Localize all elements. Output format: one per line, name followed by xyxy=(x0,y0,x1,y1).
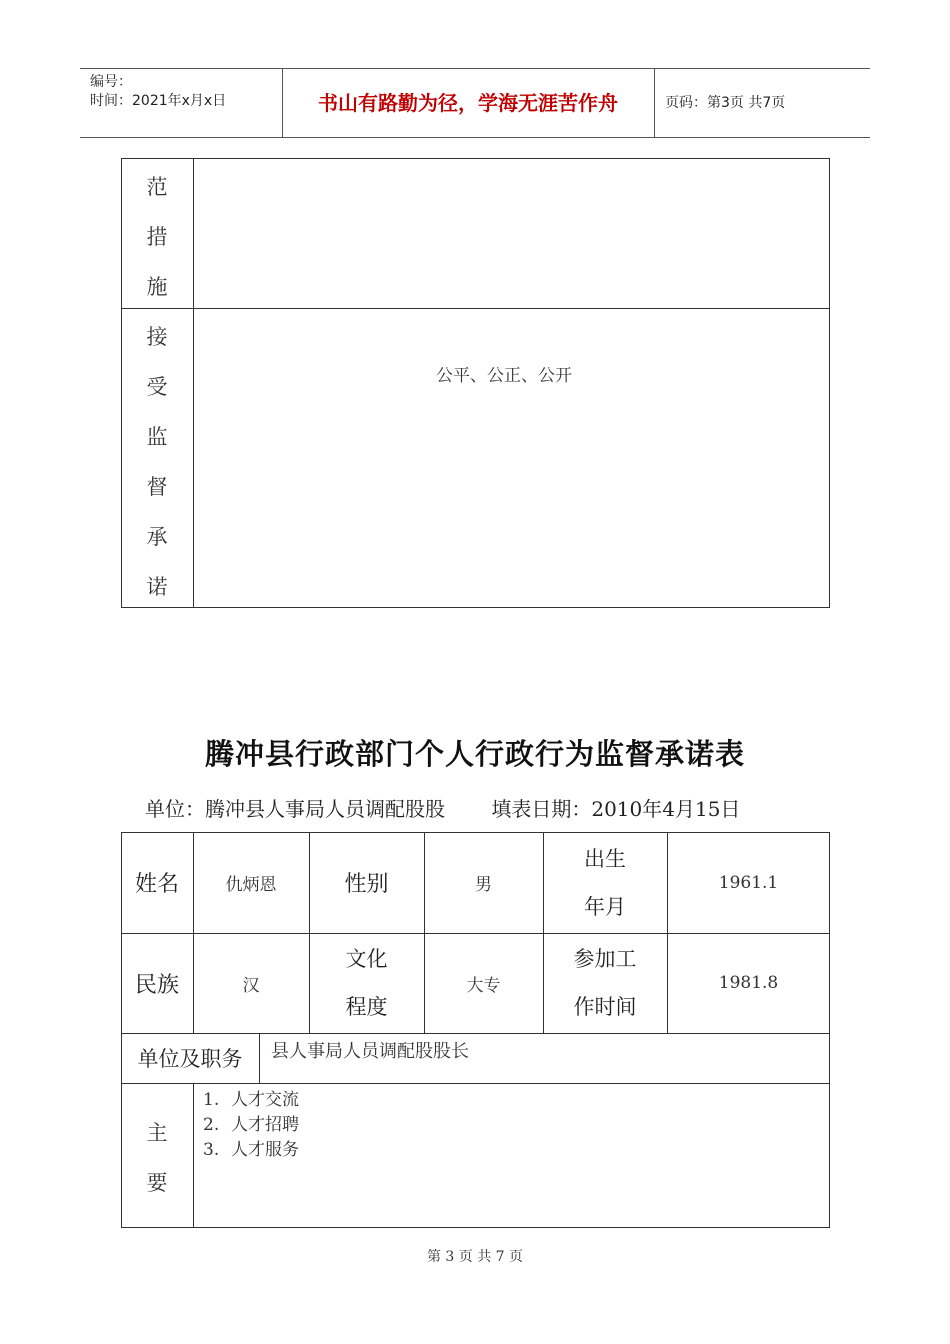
work-start-label-line2: 作时间 xyxy=(573,995,637,1019)
supervision-label xyxy=(121,312,193,612)
time-label: 时间：2021年x月x日 xyxy=(90,93,227,109)
label-char: 主 xyxy=(146,1121,168,1145)
label-char: 措 xyxy=(146,225,168,249)
label-char: 诺 xyxy=(146,575,168,599)
duties-list xyxy=(203,1088,299,1163)
form-col-divider xyxy=(259,1033,260,1083)
form-col-divider xyxy=(193,1083,194,1228)
label-char: 要 xyxy=(146,1171,168,1195)
gender-label: 性别 xyxy=(344,872,389,897)
form-title: 腾冲县行政部门个人行政行为监督承诺表 xyxy=(204,737,745,771)
education-label xyxy=(309,933,424,1033)
work-start-label xyxy=(543,933,667,1033)
ethnic-value: 汉 xyxy=(242,975,260,996)
education-label-line1: 文化 xyxy=(345,947,388,971)
name-label: 姓名 xyxy=(134,872,179,897)
gender-value: 男 xyxy=(475,875,492,895)
duties-label xyxy=(121,1108,193,1208)
top-table-divider-h xyxy=(121,308,830,309)
label-char: 接 xyxy=(146,325,168,349)
name-value: 仇炳恩 xyxy=(225,875,277,895)
birth-label-line2: 年月 xyxy=(584,894,626,919)
label-char: 承 xyxy=(146,525,168,549)
work-start-label-line1: 参加工 xyxy=(573,947,637,971)
position-label: 单位及职务 xyxy=(137,1047,243,1071)
number-label: 编号： xyxy=(90,74,132,90)
measures-label xyxy=(121,162,193,312)
header-meta xyxy=(80,69,283,137)
header-page-info: 页码：第3页 共7页 xyxy=(665,95,786,111)
supervision-content: 公平、公正、公开 xyxy=(436,366,572,386)
date-line: 填表日期：2010年4月15日 xyxy=(491,797,741,821)
label-char: 范 xyxy=(146,175,168,199)
list-item: 1. 人才交流 xyxy=(203,1090,299,1110)
birth-label-line1: 出生 xyxy=(584,846,626,871)
position-value: 县人事局人员调配股股长 xyxy=(271,1041,469,1062)
form-subtitle xyxy=(145,793,740,822)
unit-line: 单位：腾冲县人事局人员调配股股 xyxy=(145,797,445,821)
label-char: 施 xyxy=(146,275,168,299)
birth-label xyxy=(543,832,667,933)
top-table-divider-v xyxy=(193,158,194,608)
ethnic-label: 民族 xyxy=(134,972,179,998)
header-motto: 书山有路勤为径，学海无涯苦作舟 xyxy=(282,69,655,137)
form-row-divider xyxy=(121,1083,830,1084)
education-value: 大专 xyxy=(466,975,501,996)
education-label-line2: 程度 xyxy=(345,995,388,1019)
birth-value: 1961.1 xyxy=(718,872,779,893)
label-char: 受 xyxy=(146,375,168,399)
work-start-value: 1981.8 xyxy=(718,973,779,993)
page-header xyxy=(80,68,870,138)
list-item: 2. 人才招聘 xyxy=(203,1115,299,1135)
label-char: 督 xyxy=(146,475,168,499)
list-item: 3. 人才服务 xyxy=(203,1140,299,1160)
page-footer: 第 3 页 共 7 页 xyxy=(426,1249,524,1265)
label-char: 监 xyxy=(146,425,168,449)
